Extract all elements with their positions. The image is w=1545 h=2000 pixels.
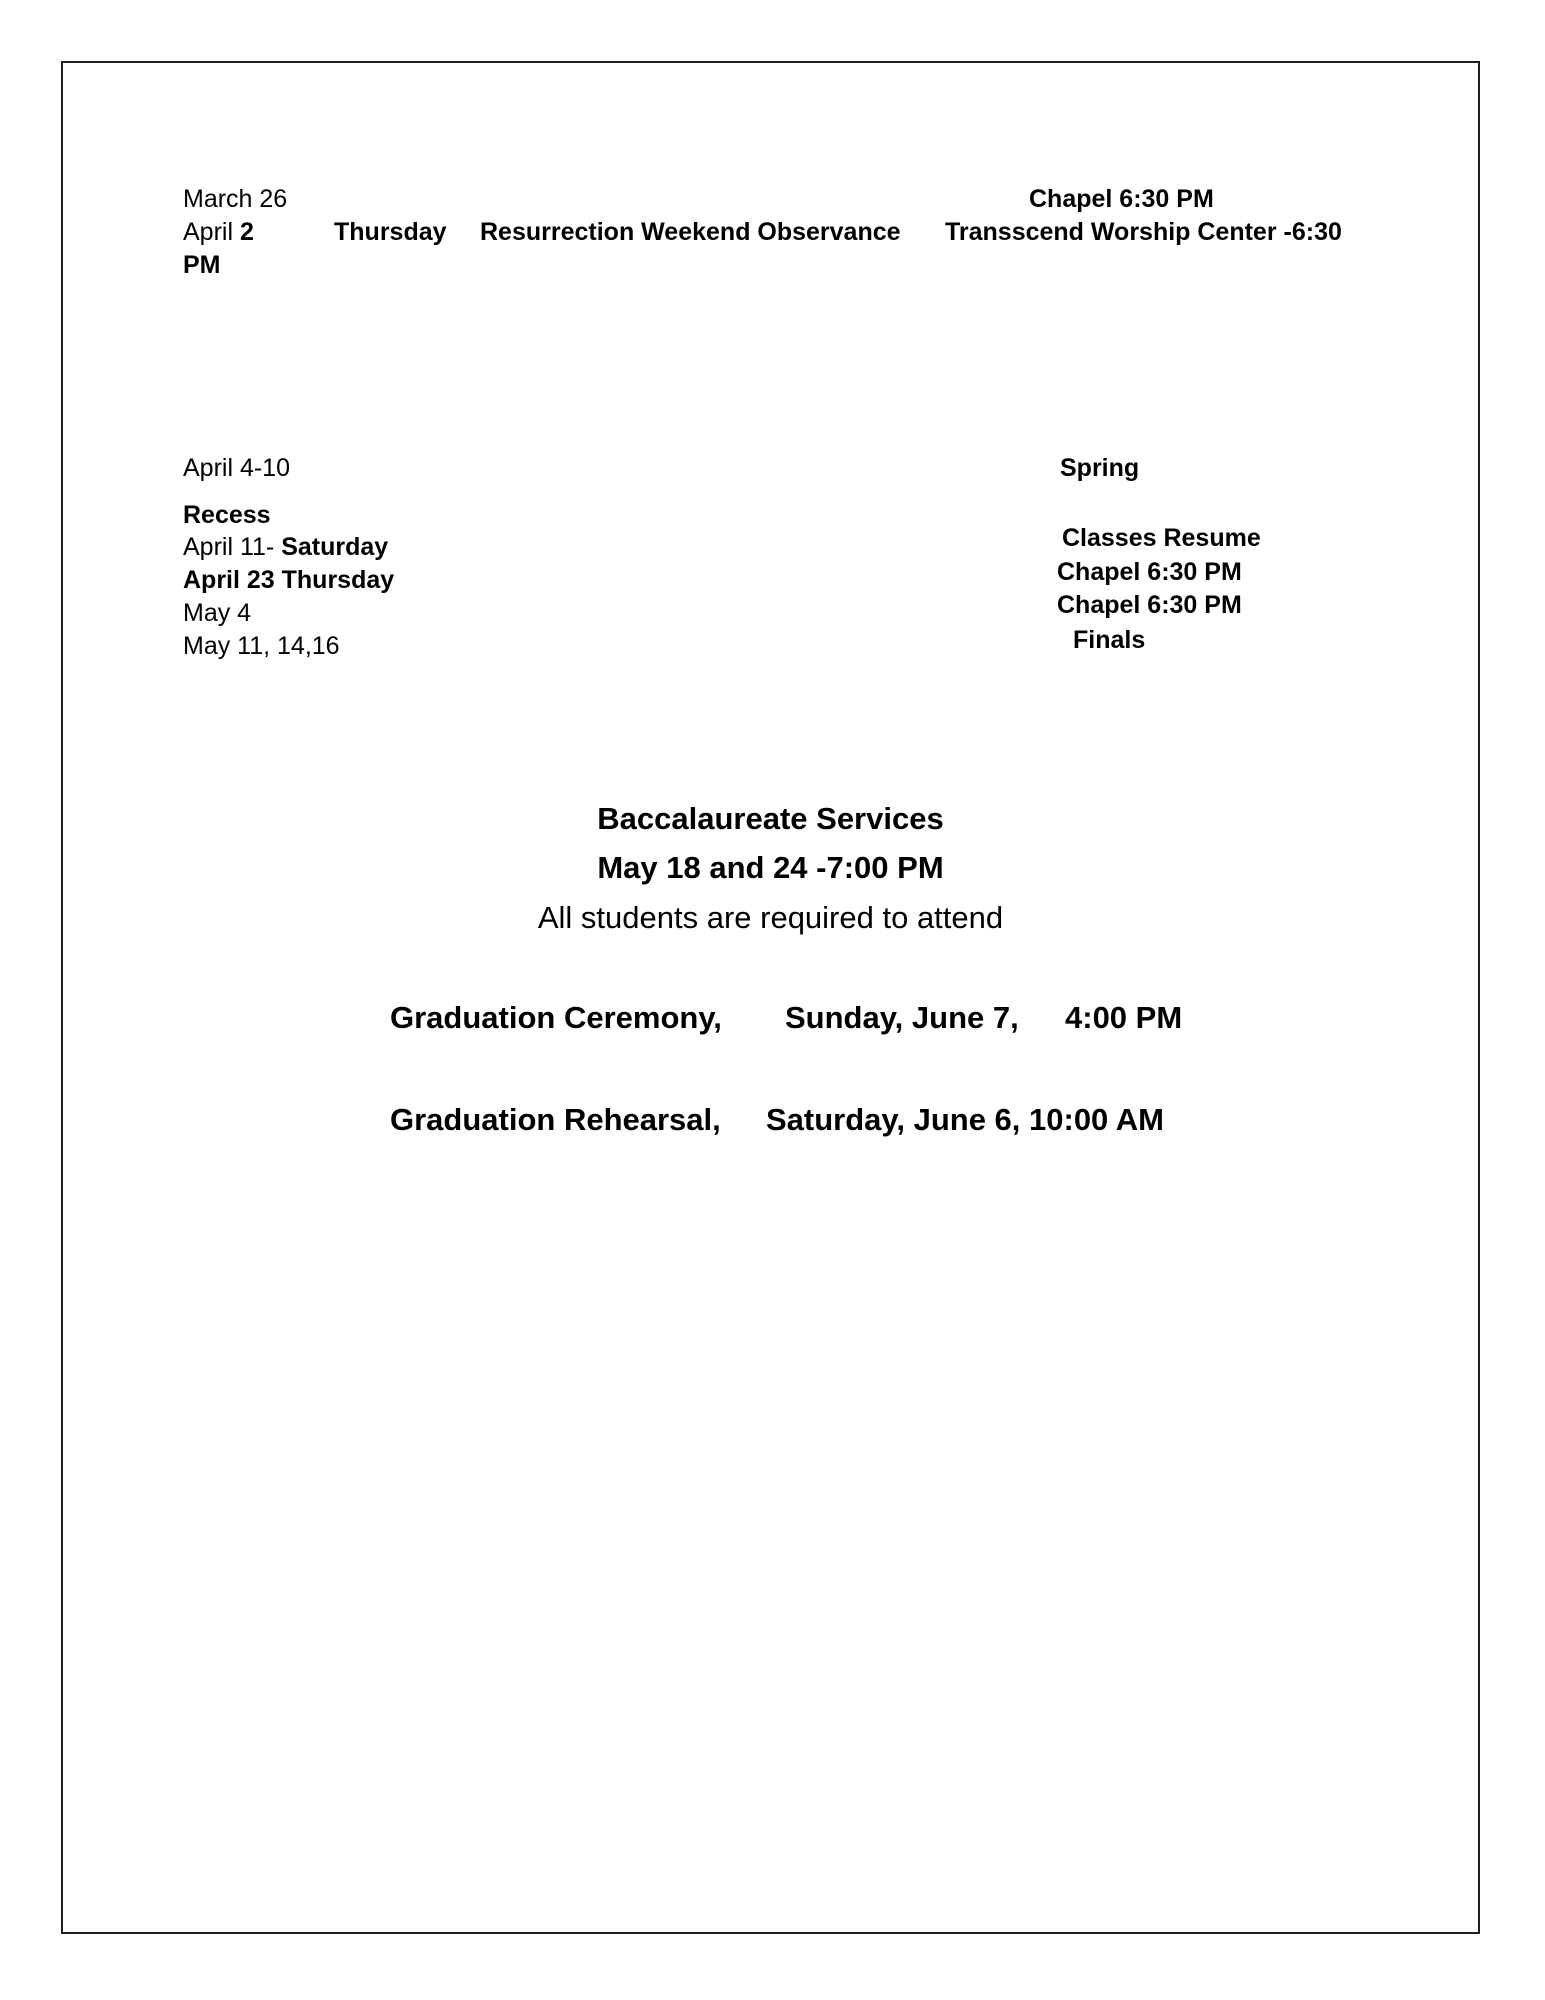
date-april-2 bbox=[183, 216, 254, 249]
date-april-2-day: 2 bbox=[239, 218, 254, 246]
location-transscend-worship-center: Transscend Worship Center -6:30 bbox=[945, 218, 1342, 246]
date-chapel-may-4: May 4 bbox=[183, 599, 252, 627]
date-april-2-month: April bbox=[183, 218, 240, 246]
baccalaureate-schedule: May 18 and 24 -7:00 PM bbox=[597, 850, 944, 885]
graduation-rehearsal-label: Graduation Rehearsal, bbox=[390, 1102, 721, 1137]
event-chapel-1: Chapel 6:30 PM bbox=[1057, 558, 1242, 586]
graduation-ceremony-label: Graduation Ceremony, bbox=[390, 1000, 722, 1035]
date-classes-resume-date: April 11- bbox=[183, 533, 282, 561]
date-chapel-april-23: April 23 Thursday bbox=[183, 566, 395, 594]
page-border bbox=[61, 61, 1480, 1934]
event-chapel-time-top: Chapel 6:30 PM bbox=[1029, 185, 1214, 213]
label-spring-term: Spring bbox=[1060, 454, 1140, 482]
date-recess-range: April 4-10 bbox=[183, 454, 290, 482]
baccalaureate-title: Baccalaureate Services bbox=[597, 801, 944, 836]
graduation-ceremony-time: 4:00 PM bbox=[1065, 1000, 1183, 1035]
date-classes-resume bbox=[183, 531, 388, 564]
date-classes-resume-day: Saturday bbox=[281, 533, 389, 561]
graduation-rehearsal-day: Saturday, June 6, 10:00 AM bbox=[766, 1102, 1164, 1137]
date-finals-may: May 11, 14,16 bbox=[183, 632, 340, 660]
weekday-thursday: Thursday bbox=[334, 218, 447, 246]
graduation-ceremony-day: Sunday, June 7, bbox=[785, 1000, 1019, 1035]
event-classes-resume: Classes Resume bbox=[1062, 524, 1261, 552]
baccalaureate-attendance-note: All students are required to attend bbox=[537, 900, 1004, 935]
label-recess: Recess bbox=[183, 501, 271, 529]
date-march-26: March 26 bbox=[183, 185, 288, 213]
event-resurrection-weekend: Resurrection Weekend Observance bbox=[480, 218, 901, 246]
time-pm: PM bbox=[183, 251, 221, 279]
event-chapel-2: Chapel 6:30 PM bbox=[1057, 591, 1242, 619]
event-finals: Finals bbox=[1073, 626, 1146, 654]
